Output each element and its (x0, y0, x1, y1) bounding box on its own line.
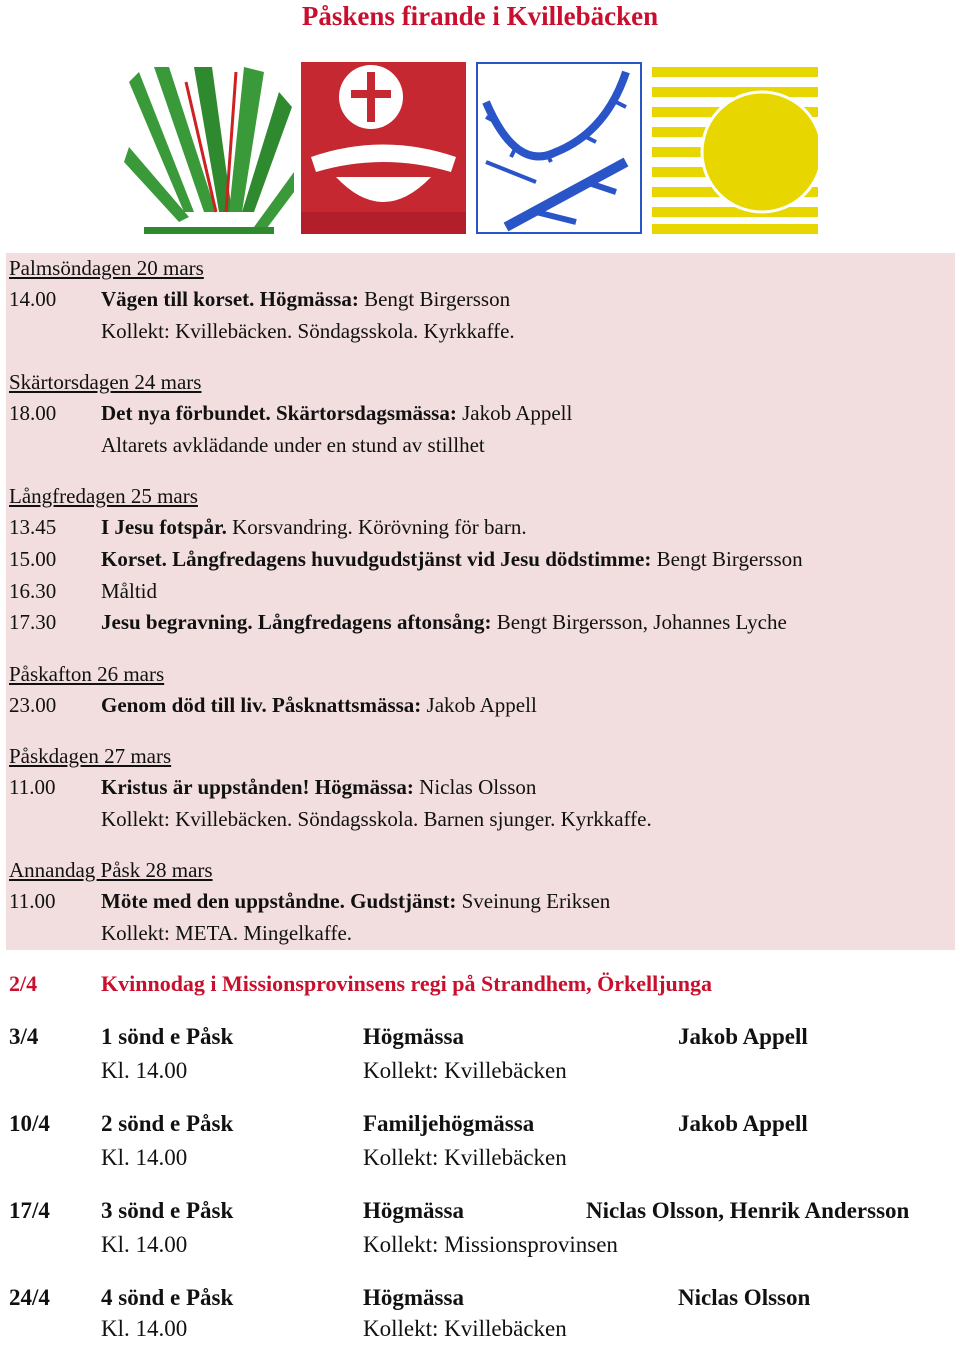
day-heading-skartorsdagen: Skärtorsdagen 24 mars (9, 370, 202, 394)
palm-leaves-icon (124, 62, 294, 234)
day-heading-annandag-pask: Annandag Påsk 28 mars (9, 858, 213, 882)
day-heading-paskdagen: Påskdagen 27 mars (9, 744, 172, 768)
page-title: Påskens firande i Kvillebäcken (301, 1, 659, 31)
thorn-crown-icon (476, 62, 642, 234)
day-heading-paskafton: Påskafton 26 mars (9, 662, 165, 686)
day-heading-langfredagen: Långfredagen 25 mars (9, 484, 198, 508)
chalice-cross-icon (301, 62, 466, 234)
day-heading-palmsondagen: Palmsöndagen 20 mars (9, 256, 204, 280)
sun-rays-icon (652, 62, 818, 234)
